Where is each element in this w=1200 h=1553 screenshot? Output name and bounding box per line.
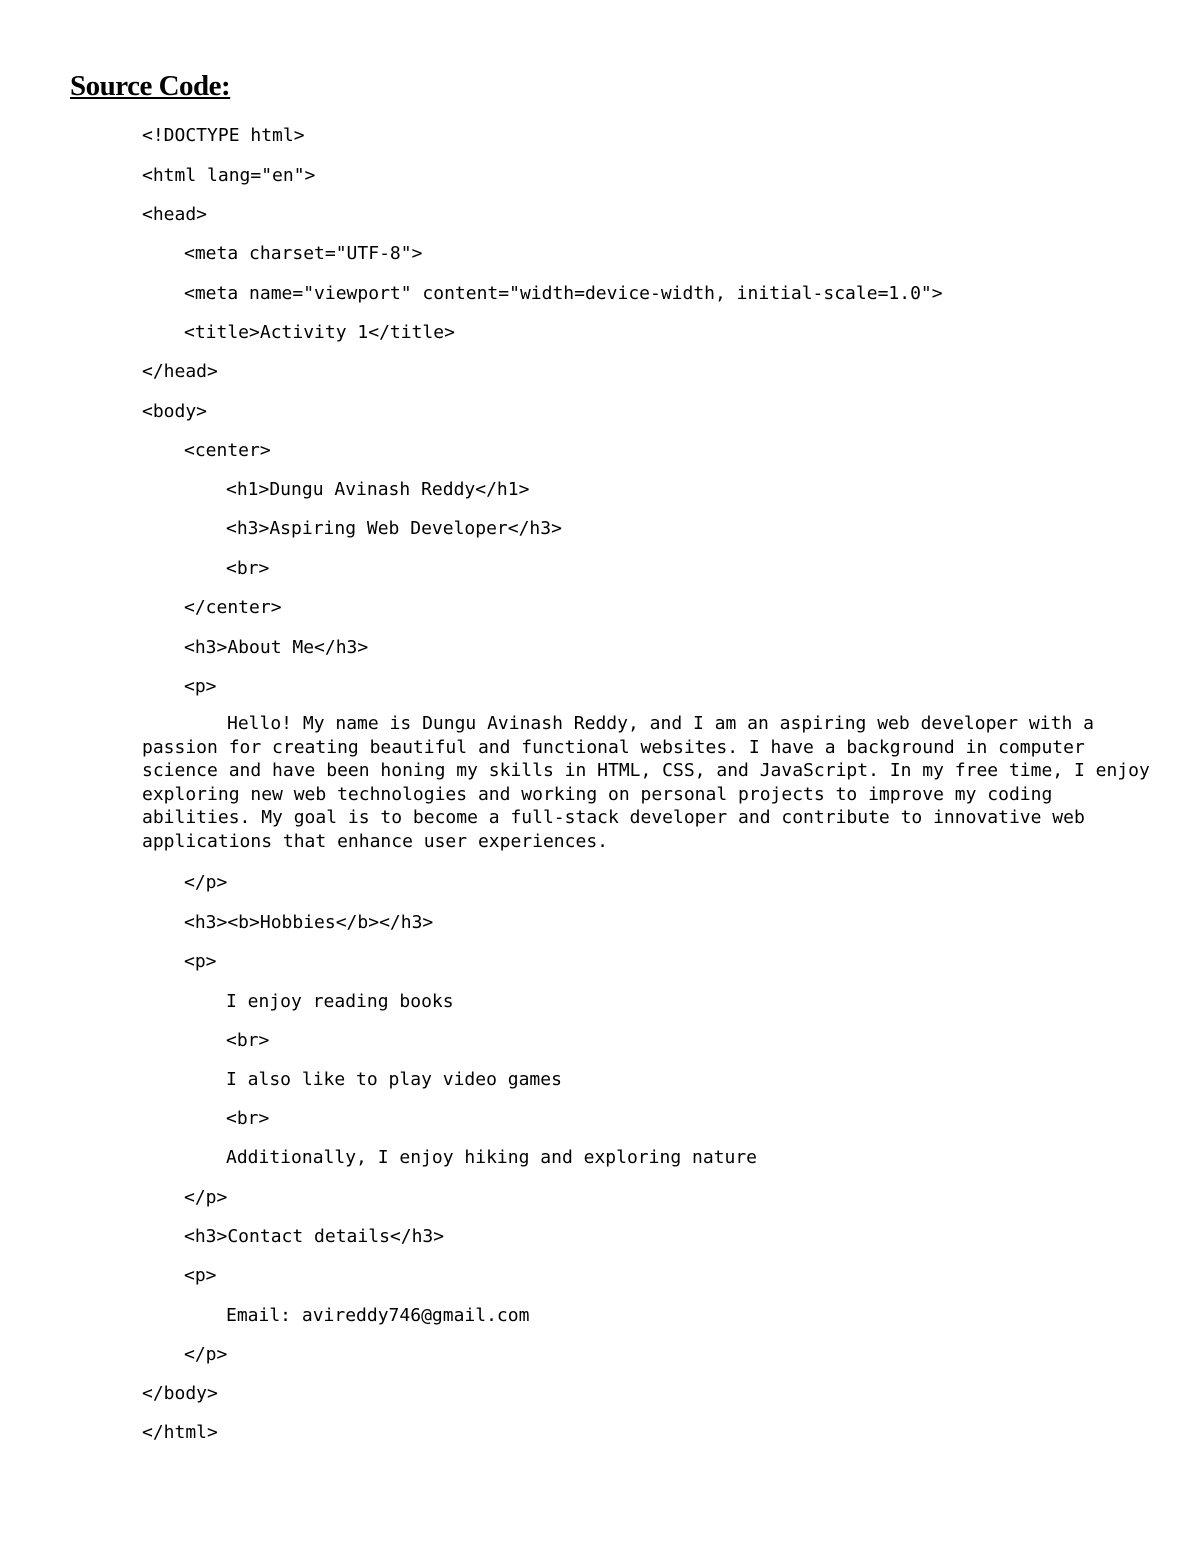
code-line: <h3>Contact details</h3> [184, 1226, 445, 1247]
code-line: <title>Activity 1</title> [184, 322, 455, 343]
section-heading: Source Code: [70, 70, 231, 102]
code-line: <p> [184, 951, 217, 972]
code-line: <h3><b>Hobbies</b></h3> [184, 912, 434, 933]
code-line: <html lang="en"> [142, 165, 316, 186]
code-line: </body> [142, 1383, 218, 1404]
code-line: I also like to play video games [226, 1069, 562, 1090]
about-paragraph [142, 712, 1150, 854]
paragraph-line: passion for creating beautiful and functional websites. I have a background in computer [142, 736, 1085, 758]
code-line: <meta name="viewport" content="width=device-width, initial-scale=1.0"> [184, 283, 943, 304]
code-line: </p> [184, 872, 228, 893]
code-line: </p> [184, 1344, 228, 1365]
code-line: I enjoy reading books [226, 991, 454, 1012]
paragraph-line: applications that enhance user experiences. [142, 830, 608, 852]
code-line: <!DOCTYPE html> [142, 125, 305, 146]
paragraph-line: Hello! My name is Dungu Avinash Reddy, and I am an aspiring web developer with a [227, 713, 1094, 734]
code-line: </html> [142, 1422, 218, 1443]
code-line: <br> [226, 1030, 270, 1051]
paragraph-line: science and have been honing my skills in HTML, CSS, and JavaScript. In my free time, I enjoy [142, 760, 1150, 782]
code-line: <p> [184, 676, 217, 697]
code-line: <body> [142, 401, 208, 422]
code-line: <center> [184, 440, 271, 461]
code-line: <h3>About Me</h3> [184, 637, 369, 658]
code-line: </head> [142, 361, 218, 382]
code-line: <br> [226, 1108, 270, 1129]
code-line: <head> [142, 204, 208, 225]
code-line: <meta charset="UTF-8"> [184, 243, 423, 264]
code-line: <h3>Aspiring Web Developer</h3> [226, 518, 562, 539]
code-line: Email: avireddy746@gmail.com [226, 1305, 530, 1326]
code-line: <h1>Dungu Avinash Reddy</h1> [226, 479, 530, 500]
code-line: <p> [184, 1265, 217, 1286]
code-line: Additionally, I enjoy hiking and exploring nature [226, 1147, 758, 1168]
code-line: <br> [226, 558, 270, 579]
paragraph-line: exploring new web technologies and working on personal projects to improve my coding [142, 783, 1053, 805]
code-line: </center> [184, 597, 282, 618]
code-line: </p> [184, 1187, 228, 1208]
paragraph-line: abilities. My goal is to become a full-stack developer and contribute to innovative web [142, 807, 1085, 829]
